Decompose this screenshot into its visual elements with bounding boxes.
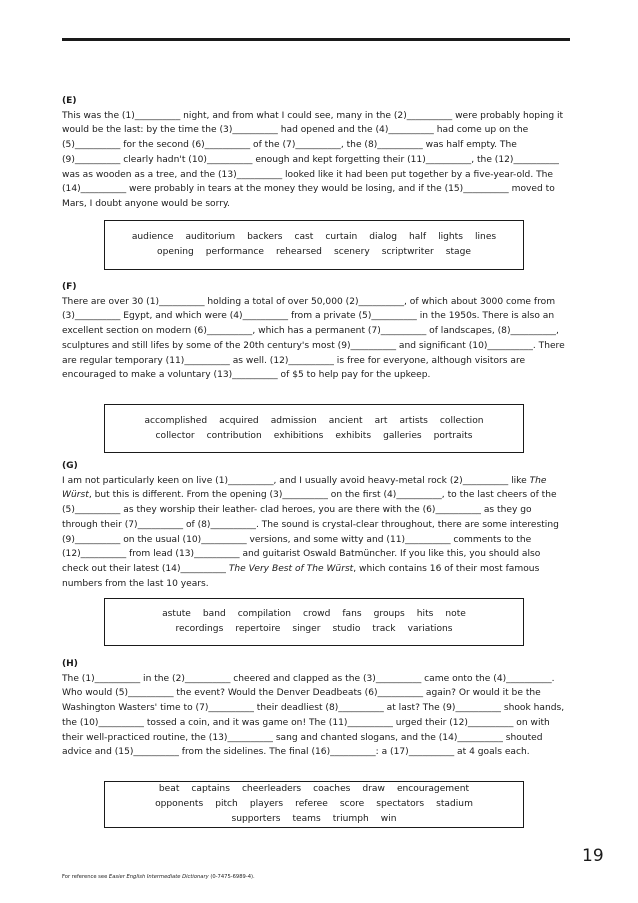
word-option: galleries: [383, 430, 422, 441]
wordbox-row: [105, 812, 523, 827]
section-g-text-2: , but this is different. From the opening (3)__________ on the first (4)__________, to the last cheers of the (5)__________ as they worship their leather- clad heroes, you are there with the (6)__________ as they go through their (7)__________ of (8)__________. The sound is crystal-clear throughout, there are some interesting (9)__________ on the usual (10)__________ versions, and some witty and (11)__________ comments to the (12)__________ from lead (13)__________ and guitarist Oswald Batmüncher. If you like this, you should also check out their latest (14)__________: [62, 490, 559, 574]
section-f-letter: (F): [62, 282, 77, 292]
word-option: art: [374, 415, 388, 426]
word-option: supporters: [231, 814, 281, 824]
word-option: performance: [205, 247, 265, 257]
word-option: stage: [445, 247, 471, 257]
word-option: singer: [292, 624, 321, 634]
word-option: collector: [155, 430, 195, 441]
word-option: draw: [362, 784, 385, 794]
word-option: contribution: [206, 430, 262, 441]
word-option: audience: [131, 232, 174, 242]
word-option: teams: [292, 814, 321, 824]
word-option: half: [409, 232, 427, 242]
section-h-wordbox: [104, 781, 524, 828]
footer-prefix: For reference see: [62, 874, 108, 880]
word-option: groups: [373, 609, 405, 619]
word-option: pitch: [215, 799, 238, 809]
word-option: coaches: [313, 784, 351, 794]
footer-reference: [62, 874, 255, 880]
word-option: portraits: [433, 430, 473, 441]
top-rule: [62, 38, 570, 41]
wordbox-row: [105, 782, 523, 797]
section-g-letter: (G): [62, 461, 78, 471]
word-option: ancient: [328, 415, 363, 426]
word-option: compilation: [237, 609, 292, 619]
section-g-band-title: The Würst: [62, 475, 547, 501]
word-option: collection: [439, 415, 484, 426]
word-option: acquired: [219, 415, 259, 426]
word-option: backers: [247, 232, 283, 242]
section-e-text: This was the (1)__________ night, and from what I could see, many in the (2)__________ were probably hoping it would be the last: by the time the (3)__________ had opened and the (4)__________ had come up on the (5)__________ for the second (6)__________ of the (7)__________, the (8)__________ was half empty. The (9)__________ clearly hadn't (10)__________ enough and kept forgetting their (11)__________, the (12)__________ was as wooden as a tree, and the (13)__________ looked like it had been put together by a five-year-old. The (14)__________ were probably in tears at the money they would be losing, and if the (15)__________ moved to Mars, I doubt anyone would be sorry.: [62, 110, 564, 209]
section-g: [62, 459, 568, 591]
wordbox-row: [105, 414, 523, 429]
word-option: referee: [295, 799, 328, 809]
word-option: opponents: [155, 799, 204, 809]
section-g-text-3: , which contains 16 of their most famous numbers from the last 10 years.: [62, 563, 540, 589]
section-h: [62, 657, 568, 760]
section-h-letter: (H): [62, 659, 78, 669]
section-f-text: There are over 30 (1)__________ holding a total of over 50,000 (2)__________, of which about 3000 come from (3)__________ Egypt, and which were (4)__________ from a private (5)__________ in the 1950s. There is also an excellent section on modern (6)__________, which has a permanent (7)__________ of landscapes, (8)__________, sculptures and still lifes by some of the 20th century's most (9)__________ and significant (10)__________. There are regular temporary (11)__________ as well. (12)__________ is free for everyone, although visitors are encouraged to make a voluntary (13)__________ of $5 to help pay for the upkeep.: [62, 296, 565, 381]
word-option: dialog: [369, 232, 398, 242]
word-option: auditorium: [185, 232, 236, 242]
word-option: exhibitions: [273, 430, 324, 441]
page-number: 19: [582, 846, 604, 866]
word-option: repertoire: [235, 624, 281, 634]
word-option: score: [339, 799, 365, 809]
wordbox-row: [105, 230, 523, 245]
word-option: variations: [407, 624, 453, 634]
word-option: scriptwriter: [381, 247, 434, 257]
word-option: cheerleaders: [241, 784, 302, 794]
word-option: astute: [162, 609, 191, 619]
word-option: players: [249, 799, 284, 809]
word-option: encouragement: [396, 784, 470, 794]
word-option: captains: [191, 784, 230, 794]
section-g-wordbox: [104, 598, 524, 646]
word-option: win: [380, 814, 397, 824]
wordbox-row: [105, 607, 523, 622]
section-e-letter: (E): [62, 96, 77, 106]
word-option: triumph: [332, 814, 369, 824]
word-option: accomplished: [144, 415, 208, 426]
section-e-wordbox: [104, 220, 524, 270]
word-option: lines: [475, 232, 497, 242]
word-option: spectators: [376, 799, 425, 809]
word-option: stadium: [436, 799, 473, 809]
footer-isbn: (0-7475-6989-4).: [210, 874, 255, 880]
word-option: scenery: [333, 247, 370, 257]
wordbox-row: [105, 797, 523, 812]
footer-dictionary-title: Easier English Intermediate Dictionary: [108, 874, 209, 880]
word-option: note: [445, 609, 466, 619]
word-option: track: [372, 624, 396, 634]
section-g-album-title: The Very Best of The Würst: [228, 563, 354, 574]
section-h-text: The (1)__________ in the (2)__________ cheered and clapped as the (3)__________ came onto the (4)__________. Who would (5)__________ the event? Would the Denver Deadbeats (6)__________ again? Or would it be the Washington Wasters' time to (7)__________ their deadliest (8)__________ at last? The (9)__________ shook hands, the (10)__________ tossed a coin, and it was game on! The (11)__________ urged their (12)__________ on with their well-practiced routine, the (13)__________ sang and chanted slogans, and the (14)__________ shouted advice and (15)__________ from the sidelines. The final (16)__________: a (17)__________ at 4 goals each.: [62, 673, 565, 758]
word-option: studio: [332, 624, 361, 634]
section-e: [62, 94, 568, 212]
word-option: exhibits: [335, 430, 372, 441]
word-option: crowd: [303, 609, 331, 619]
section-f-wordbox: [104, 404, 524, 453]
word-option: admission: [270, 415, 317, 426]
word-option: beat: [158, 784, 180, 794]
word-option: curtain: [325, 232, 358, 242]
wordbox-row: [105, 429, 523, 444]
section-f: [62, 280, 568, 383]
word-option: opening: [157, 247, 194, 257]
wordbox-row: [105, 622, 523, 637]
word-option: band: [202, 609, 226, 619]
word-option: lights: [438, 232, 463, 242]
section-g-text: [62, 474, 568, 592]
word-option: recordings: [175, 624, 224, 634]
word-option: rehearsed: [276, 247, 322, 257]
word-option: hits: [416, 609, 434, 619]
wordbox-row: [105, 245, 523, 260]
word-option: fans: [342, 609, 362, 619]
word-option: artists: [399, 415, 428, 426]
section-g-text-1: I am not particularly keen on live (1)__________, and I usually avoid heavy-metal rock (2)__________ like: [62, 475, 530, 486]
word-option: cast: [294, 232, 314, 242]
